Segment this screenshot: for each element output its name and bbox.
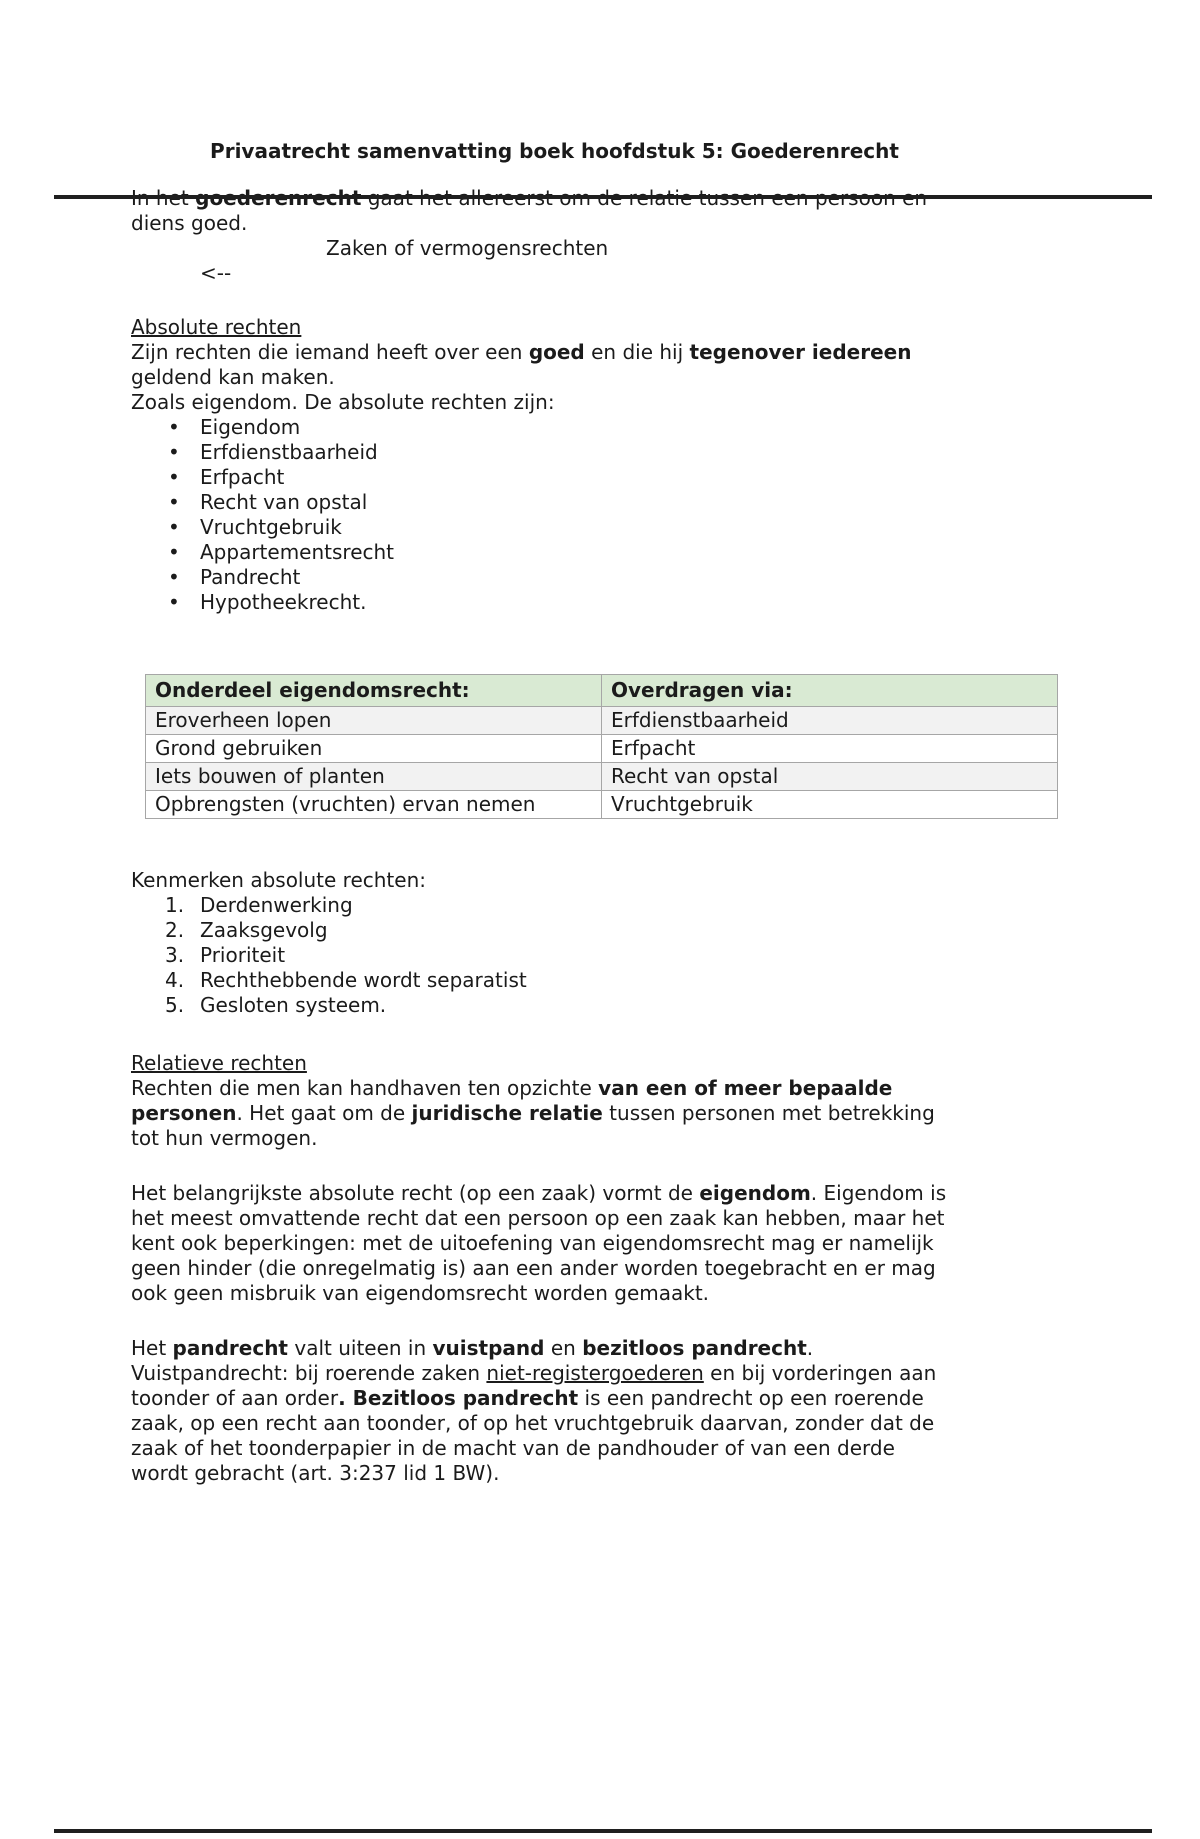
table-row — [146, 763, 1058, 791]
table-header-cell-overdragen: Overdragen via: — [602, 675, 1058, 707]
text-line: diens goed. — [131, 211, 248, 235]
table-header-row — [146, 675, 1058, 707]
absolute-list-intro: Zoals eigendom. De absolute rechten zijn: — [131, 390, 555, 414]
table-row — [146, 791, 1058, 819]
text-line: personen. Het gaat om de juridische relatie tussen personen met betrekking — [131, 1101, 935, 1125]
numbered-list-item: Gesloten systeem. — [200, 993, 387, 1017]
eigendom-paragraph — [131, 1181, 1070, 1306]
text-line: Het pandrecht valt uiteen in vuistpand en bezitloos pandrecht. — [131, 1336, 814, 1360]
list-item: • Hypotheekrecht. — [131, 590, 1070, 615]
page-top-rule — [54, 195, 1152, 199]
table-cell: Grond gebruiken — [146, 735, 602, 763]
text-line: kent ook beperkingen: met de uitoefening van eigendomsrecht mag er namelijk — [131, 1231, 934, 1255]
kenmerken-heading: Kenmerken absolute rechten: — [131, 868, 426, 892]
text-line: In het goederenrecht gaat het allereerst om de relatie tussen een persoon en — [131, 186, 928, 210]
arrow-line: <-- — [200, 261, 232, 285]
absolute-rechten-heading: Absolute rechten — [131, 315, 302, 339]
table-cell: Iets bouwen of planten — [146, 763, 602, 791]
absolute-rights-list — [131, 415, 1070, 615]
page-bottom-rule — [54, 1829, 1152, 1833]
list-item: • Erfdienstbaarheid — [131, 440, 1070, 465]
text-line: Vuistpandrecht: bij roerende zaken niet-registergoederen en bij vorderingen aan — [131, 1361, 937, 1385]
text-line: toonder of aan order. Bezitloos pandrecht is een pandrecht op een roerende — [131, 1386, 924, 1410]
text-line: ook geen misbruik van eigendomsrecht worden gemaakt. — [131, 1281, 710, 1305]
table-cell: Vruchtgebruik — [602, 791, 1058, 819]
table-cell: Erfdienstbaarheid — [602, 707, 1058, 735]
table-row — [146, 707, 1058, 735]
text-line: Het belangrijkste absolute recht (op een zaak) vormt de eigendom. Eigendom is — [131, 1181, 947, 1205]
numbered-list-item: Rechthebbende wordt separatist — [200, 968, 527, 992]
list-item: • Recht van opstal — [131, 490, 1070, 515]
page-title: Privaatrecht samenvatting boek hoofdstuk 5: Goederenrecht — [210, 139, 899, 163]
zaken-line: Zaken of vermogensrechten — [326, 236, 609, 260]
list-item: • Pandrecht — [131, 565, 1070, 590]
text-line: geldend kan maken. — [131, 365, 335, 389]
list-item: • Appartementsrecht — [131, 540, 1070, 565]
pandrecht-paragraph — [131, 1336, 1070, 1486]
kenmerken-list — [131, 893, 1070, 1018]
absolute-definition-paragraph — [131, 340, 1070, 390]
numbered-list-item: Prioriteit — [200, 943, 286, 967]
document-page — [0, 139, 1200, 1839]
relatieve-rechten-heading: Relatieve rechten — [131, 1051, 307, 1075]
text-line: Rechten die men kan handhaven ten opzichte van een of meer bepaalde — [131, 1076, 893, 1100]
list-item: • Erfpacht — [131, 465, 1070, 490]
table-header-cell-onderdeel: Onderdeel eigendomsrecht: — [146, 675, 602, 707]
table-cell: Eroverheen lopen — [146, 707, 602, 735]
list-item: • Eigendom — [131, 415, 1070, 440]
document-body — [0, 139, 1200, 1486]
numbered-list-item: Derdenwerking — [200, 893, 353, 917]
list-item: • Vruchtgebruik — [131, 515, 1070, 540]
text-line: het meest omvattende recht dat een persoon op een zaak kan hebben, maar het — [131, 1206, 945, 1230]
relatieve-definition-paragraph — [131, 1076, 1070, 1151]
intro-paragraph — [131, 186, 1070, 236]
table-cell: Erfpacht — [602, 735, 1058, 763]
text-line: geen hinder (die onregelmatig is) aan een ander worden toegebracht en er mag — [131, 1256, 936, 1280]
table-row — [146, 735, 1058, 763]
text-line: zaak of het toonderpapier in de macht van de pandhouder of van een derde — [131, 1436, 895, 1460]
text-line: Zijn rechten die iemand heeft over een goed en die hij tegenover iedereen — [131, 340, 912, 364]
table-cell: Opbrengsten (vruchten) ervan nemen — [146, 791, 602, 819]
text-line: tot hun vermogen. — [131, 1126, 318, 1150]
text-line: zaak, op een recht aan toonder, of op het vruchtgebruik daarvan, zonder dat de — [131, 1411, 935, 1435]
eigendomsrecht-table — [145, 674, 1058, 819]
numbered-list-item: Zaaksgevolg — [200, 918, 328, 942]
text-line: wordt gebracht (art. 3:237 lid 1 BW). — [131, 1461, 500, 1485]
table-cell: Recht van opstal — [602, 763, 1058, 791]
